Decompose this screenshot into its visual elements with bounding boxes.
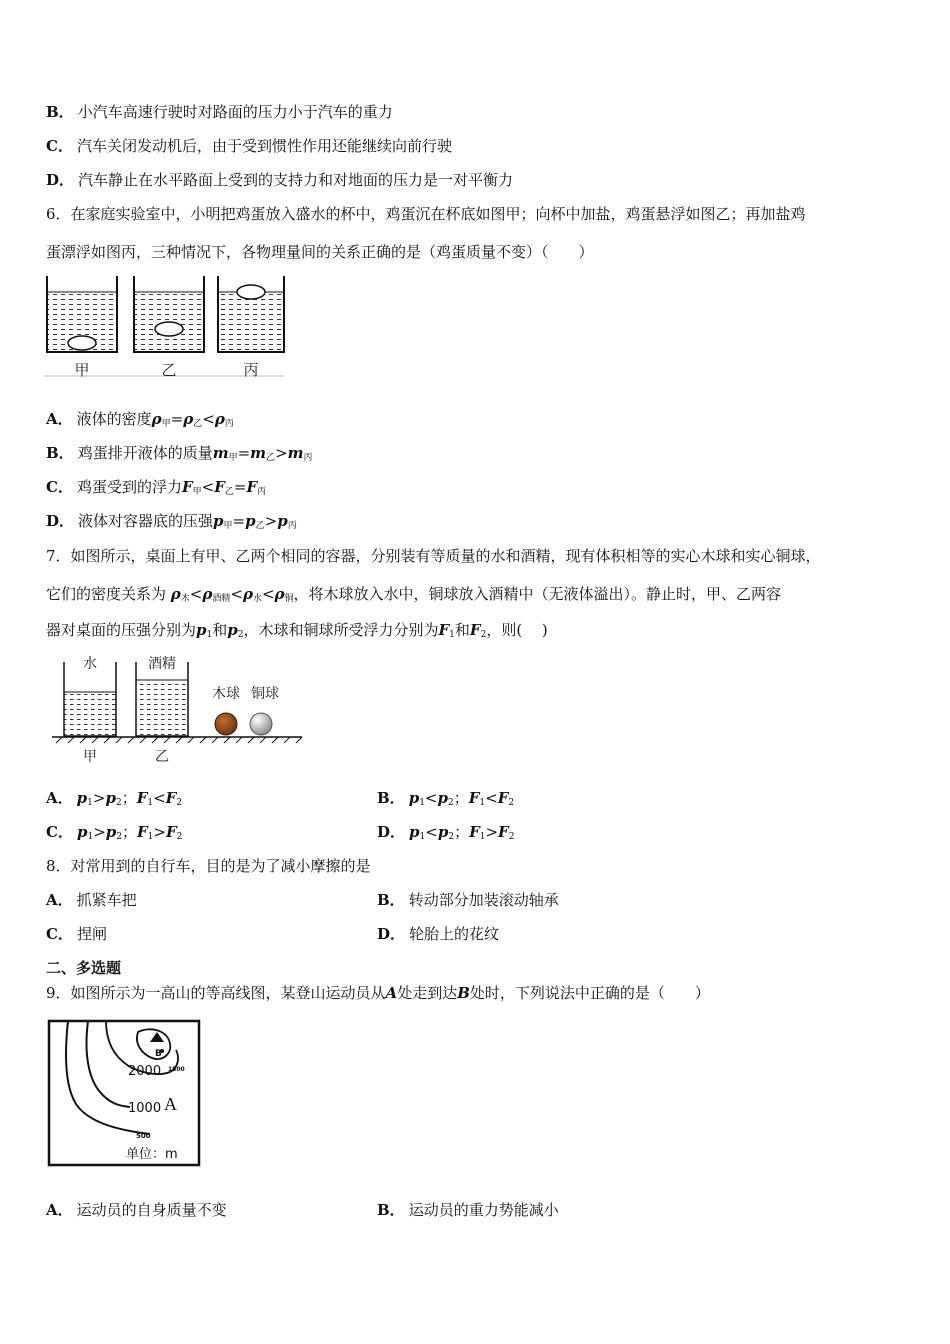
label-jia: 甲 [74, 361, 90, 379]
egg-suspended [155, 322, 183, 336]
q8-option-a: A． 抓紧车把 [46, 891, 137, 909]
label-alcohol: 酒精 [148, 656, 176, 672]
q6-option-b: B． 鸡蛋排开液体的质量$m_甲=m_乙>m_丙$ [46, 444, 313, 463]
label-contour-1000: 1000 [128, 1101, 162, 1116]
q7-option-c: C． $p_1>p_2$；$F_1>F_2$ [46, 823, 183, 842]
cup-jia [47, 276, 117, 352]
q6-option-c: C． 鸡蛋受到的浮力$F_甲<F_乙=F_丙$ [46, 478, 267, 497]
label-wood-ball: 木球 [212, 686, 240, 702]
q9-contour-map [46, 1018, 202, 1170]
label-container-yi: 乙 [155, 749, 169, 765]
cup-bing [218, 276, 284, 352]
label-copper-ball: 铜球 [251, 686, 279, 702]
label-point-b: B [155, 1049, 162, 1059]
egg-floating [237, 285, 265, 299]
q6-stem-line1: 6．在家庭实验室中，小明把鸡蛋放入盛水的杯中，鸡蛋沉在杯底如图甲；向杯中加盐，鸡蛋悬浮如图乙；再加盐鸡 [46, 205, 806, 223]
q7-stem-line3: 器对桌面的压强分别为$p_1$和$p_2$，木球和铜球所受浮力分别为$F_1$和$F_2$，则( ) [46, 621, 548, 640]
q9-option-a: A． 运动员的自身质量不变 [46, 1201, 227, 1219]
label-unit: 单位：m [126, 1147, 178, 1162]
label-yi: 乙 [161, 361, 177, 379]
egg-sunk [68, 336, 96, 350]
wood-ball [215, 713, 237, 735]
q7-stem-line2: 它们的密度关系为 $\rho_木<\rho_{酒精}<\rho_水<\rho_铜$，将木球放入水中，铜球放入酒精中（无液体溢出）。静止时，甲、乙两容 [46, 585, 782, 604]
q7-option-d: D． $p_1<p_2$；$F_1>F_2$ [377, 823, 515, 842]
label-contour-1500: 1500 [168, 1066, 185, 1073]
copper-ball [250, 713, 272, 735]
q6-option-d: D． 液体对容器底的压强$p_甲=p_乙>p_丙$ [46, 512, 297, 531]
q7-container-figure [48, 652, 308, 768]
q6-stem-line2: 蛋漂浮如图丙，三种情况下，各物理量间的关系正确的是（鸡蛋质量不变）（ ） [46, 243, 594, 261]
q8-stem: 8．对常用到的自行车，目的是为了减小摩擦的是 [46, 857, 371, 875]
q7-option-a: A． $p_1>p_2$；$F_1<F_2$ [46, 789, 183, 808]
label-point-a: A [164, 1094, 177, 1114]
cup-yi [134, 276, 204, 352]
q8-option-b: B． 转动部分加装滚动轴承 [377, 891, 559, 909]
q6-option-a: A． 液体的密度$\rho_甲=\rho_乙<\rho_丙$ [46, 410, 234, 429]
q6-egg-figure [44, 272, 286, 382]
label-container-jia: 甲 [83, 749, 97, 765]
label-water: 水 [83, 656, 97, 672]
q9-option-b: B． 运动员的重力势能减小 [377, 1201, 559, 1219]
q7-option-b: B． $p_1<p_2$；$F_1<F_2$ [377, 789, 515, 808]
label-contour-2000: 2000 [128, 1064, 162, 1079]
q8-option-d: D． 轮胎上的花纹 [377, 925, 500, 943]
q9-stem: 9．如图所示为一高山的等高线图，某登山运动员从A处走到达B处时，下列说法中正确的是（ ） [46, 984, 710, 1002]
label-bing: 丙 [243, 361, 259, 379]
q5-option-c: C． 汽车关闭发动机后，由于受到惯性作用还能继续向前行驶 [46, 137, 452, 155]
section-title-multi-choice: 二、多选题 [46, 959, 122, 977]
q5-option-d: D． 汽车静止在水平路面上受到的支持力和对地面的压力是一对平衡力 [46, 171, 514, 189]
q8-option-c: C． 捏闸 [46, 925, 107, 943]
q7-stem-line1: 7．如图所示，桌面上有甲、乙两个相同的容器，分别装有等质量的水和酒精，现有体积相等的实心木球和实心铜球， [46, 547, 821, 565]
q5-option-b: B． 小汽车高速行驶时对路面的压力小于汽车的重力 [46, 103, 393, 121]
label-contour-500: 500 [136, 1132, 151, 1140]
